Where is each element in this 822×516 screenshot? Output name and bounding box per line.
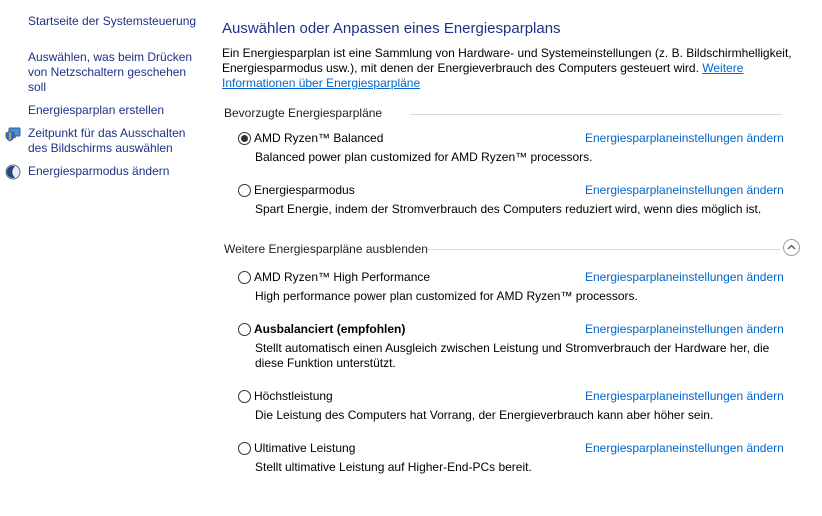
plan-settings-link-high-performance[interactable]: Energiesparplaneinstellungen ändern xyxy=(585,389,784,403)
sidebar xyxy=(0,0,205,516)
plan-desc-power-saver: Spart Energie, indem der Stromverbrauch des Computers reduziert wird, wenn dies möglich ist. xyxy=(255,202,762,216)
preferred-plans-header: Bevorzugte Energiesparpläne xyxy=(224,106,383,120)
plan-settings-link-ultimate-performance[interactable]: Energiesparplaneinstellungen ändern xyxy=(585,441,784,455)
sidebar-item-power-buttons[interactable]: Auswählen, was beim Drücken von Netzschaltern geschehen soll xyxy=(28,50,193,94)
plan-radio-power-saver[interactable] xyxy=(238,184,251,197)
page-title: Auswählen oder Anpassen eines Energiesparplans xyxy=(222,20,561,37)
plan-radio-balanced[interactable] xyxy=(238,323,251,336)
more-plans-header: Weitere Energiesparpläne ausblenden xyxy=(224,242,428,256)
plan-settings-link-amd-balanced[interactable]: Energiesparplaneinstellungen ändern xyxy=(585,131,784,145)
more-plans-divider xyxy=(428,249,780,250)
moon-icon xyxy=(5,164,21,180)
plan-name-amd-high-performance[interactable]: AMD Ryzen™ High Performance xyxy=(254,270,431,284)
intro-paragraph xyxy=(222,46,792,91)
plan-name-high-performance[interactable]: Höchstleistung xyxy=(254,389,333,403)
more-info-link[interactable]: Weitere Informationen über Energiesparpläne xyxy=(222,61,744,90)
plan-desc-amd-high-performance: High performance power plan customized for AMD Ryzen™ processors. xyxy=(255,289,638,303)
plan-radio-amd-balanced[interactable] xyxy=(238,132,251,145)
plan-name-amd-balanced[interactable]: AMD Ryzen™ Balanced xyxy=(254,131,384,145)
plan-settings-link-balanced[interactable]: Energiesparplaneinstellungen ändern xyxy=(585,322,784,336)
sidebar-item-control-panel-home[interactable]: Startseite der Systemsteuerung xyxy=(28,14,197,28)
plan-desc-balanced: Stellt automatisch einen Ausgleich zwischen Leistung und Stromverbrauch der Hardware her, die diese Funktion unterstützt. xyxy=(255,341,770,370)
plan-radio-ultimate-performance[interactable] xyxy=(238,442,251,455)
sidebar-item-create-plan[interactable]: Energiesparplan erstellen xyxy=(28,103,165,117)
plan-desc-ultimate-performance: Stellt ultimative Leistung auf Higher-End-PCs bereit. xyxy=(255,460,532,474)
plan-desc-amd-balanced: Balanced power plan customized for AMD Ryzen™ processors. xyxy=(255,150,593,164)
preferred-plans-divider xyxy=(410,114,782,115)
chevron-up-icon xyxy=(784,240,799,255)
intro-text: Ein Energiesparplan ist eine Sammlung von Hardware- und Systemeinstellungen (z. B. Bildschirmhelligkeit, Energiesparmodus usw.), mit denen der Energieverbrauch des Computers gesteuert wird. xyxy=(222,46,792,75)
sidebar-item-sleep-settings[interactable]: Energiesparmodus ändern xyxy=(28,164,170,178)
monitor-shield-icon xyxy=(5,126,21,142)
sidebar-item-display-off[interactable]: Zeitpunkt für das Ausschalten des Bildschirms auswählen xyxy=(28,126,186,155)
plan-desc-high-performance: Die Leistung des Computers hat Vorrang, der Energieverbrauch kann aber höher sein. xyxy=(255,408,714,422)
plan-name-ultimate-performance[interactable]: Ultimative Leistung xyxy=(254,441,356,455)
plan-settings-link-power-saver[interactable]: Energiesparplaneinstellungen ändern xyxy=(585,183,784,197)
plan-radio-high-performance[interactable] xyxy=(238,390,251,403)
plan-name-power-saver[interactable]: Energiesparmodus xyxy=(254,183,355,197)
plan-name-balanced[interactable]: Ausbalanciert (empfohlen) xyxy=(254,322,406,336)
collapse-more-plans-button[interactable] xyxy=(783,239,800,256)
plan-settings-link-amd-high-performance[interactable]: Energiesparplaneinstellungen ändern xyxy=(585,270,784,284)
main-content xyxy=(222,0,812,516)
plan-radio-amd-high-performance[interactable] xyxy=(238,271,251,284)
